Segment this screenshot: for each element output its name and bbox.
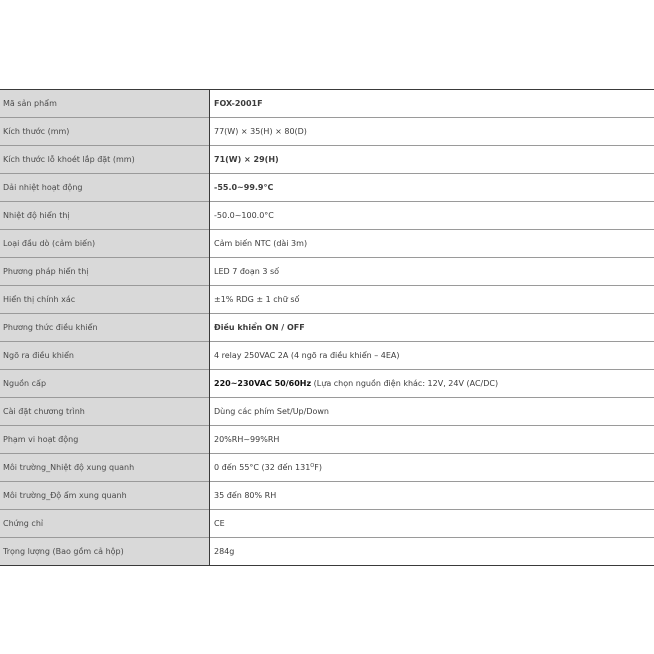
table-row [0,370,654,398]
table-row [0,342,654,370]
spec-label: Trọng lượng (Bao gồm cả hộp) [0,538,210,566]
table-row [0,174,654,202]
spec-value: -55.0~99.9°C [210,174,654,202]
spec-label: Phương thức điều khiển [0,314,210,342]
spec-value [210,454,654,482]
spec-value: FOX-2001F [210,90,654,118]
spec-value: -50.0~100.0°C [210,202,654,230]
spec-value-main: 0 đến 55°C (32 đến 131 [214,463,311,472]
table-row [0,230,654,258]
spec-value: ±1% RDG ± 1 chữ số [210,286,654,314]
spec-label: Môi trường_Nhiệt độ xung quanh [0,454,210,482]
spec-label: Cài đặt chương trình [0,398,210,426]
table-row [0,118,654,146]
spec-value-superscript: O [310,463,315,469]
spec-label: Môi trường_Độ ẩm xung quanh [0,482,210,510]
spec-value: Dùng các phím Set/Up/Down [210,398,654,426]
spec-label: Dải nhiệt hoạt động [0,174,210,202]
spec-value: LED 7 đoạn 3 số [210,258,654,286]
table-row [0,482,654,510]
table-row [0,202,654,230]
spec-value: 284g [210,538,654,566]
spec-label: Phạm vi hoạt động [0,426,210,454]
spec-value: 20%RH~99%RH [210,426,654,454]
table-row [0,146,654,174]
table-row [0,454,654,482]
spec-label: Kích thước (mm) [0,118,210,146]
spec-label: Kích thước lỗ khoét lắp đặt (mm) [0,146,210,174]
spec-label: Mã sản phẩm [0,90,210,118]
spec-value: 77(W) × 35(H) × 80(D) [210,118,654,146]
spec-table [0,89,654,566]
table-row [0,510,654,538]
spec-label: Nhiệt độ hiển thị [0,202,210,230]
spec-value-bold: 220~230VAC 50/60Hz [214,379,312,388]
table-row [0,258,654,286]
spec-value: 35 đến 80% RH [210,482,654,510]
spec-value: CE [210,510,654,538]
spec-label: Phương pháp hiển thị [0,258,210,286]
spec-value [210,370,654,398]
table-row [0,426,654,454]
spec-value-tail: F) [314,463,322,472]
table-row [0,90,654,118]
spec-value: Điều khiển ON / OFF [210,314,654,342]
spec-value-rest: (Lựa chọn nguồn điện khác: 12V, 24V (AC/DC) [311,379,499,388]
table-row [0,286,654,314]
spec-value: 4 relay 250VAC 2A (4 ngõ ra điều khiển – 4EA) [210,342,654,370]
spec-label: Chứng chỉ [0,510,210,538]
spec-value: 71(W) × 29(H) [210,146,654,174]
spec-label: Hiển thị chính xác [0,286,210,314]
table-row [0,538,654,566]
table-row [0,398,654,426]
table-row [0,314,654,342]
spec-label: Loại đầu dò (cảm biến) [0,230,210,258]
spec-value: Cảm biến NTC (dài 3m) [210,230,654,258]
spec-label: Nguồn cấp [0,370,210,398]
spec-label: Ngõ ra điều khiển [0,342,210,370]
